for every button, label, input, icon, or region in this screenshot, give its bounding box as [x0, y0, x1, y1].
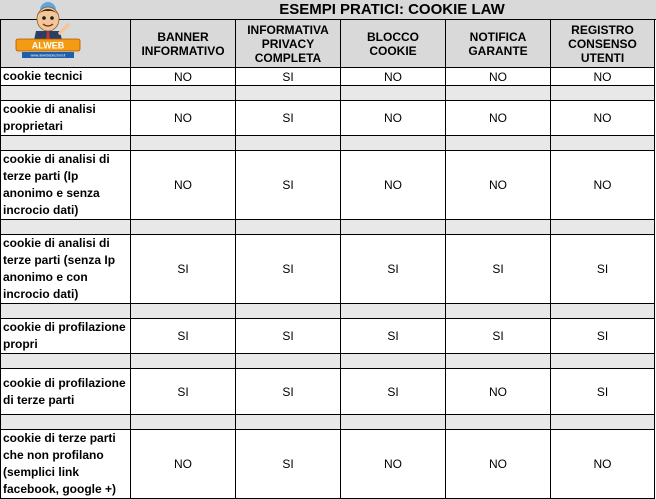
separator-row — [1, 304, 655, 319]
cell-value: SI — [341, 235, 446, 304]
row-label: cookie di profilazione propri — [1, 319, 131, 354]
table-row — [1, 101, 655, 136]
separator-row — [1, 136, 655, 151]
cell-value: NO — [131, 151, 236, 220]
cell-value: SI — [446, 319, 551, 354]
table-row — [1, 319, 655, 354]
table-row — [1, 430, 655, 499]
cell-value: NO — [551, 68, 655, 86]
column-header: BANNER INFORMATIVO — [131, 20, 236, 68]
cell-value: SI — [551, 369, 655, 415]
row-label: cookie di analisi proprietari — [1, 101, 131, 136]
cell-value: NO — [446, 151, 551, 220]
row-label: cookie di terze parti che non profilano (semplici link facebook, google +) — [1, 430, 131, 499]
cell-value: SI — [236, 430, 341, 499]
cell-value: NO — [446, 369, 551, 415]
logo-url-text: www.alwebsoluzioni.it — [30, 53, 66, 58]
column-header: BLOCCO COOKIE — [341, 20, 446, 68]
cell-value: SI — [236, 369, 341, 415]
cell-value: NO — [446, 430, 551, 499]
cookie-law-table — [0, 19, 655, 499]
table-row — [1, 235, 655, 304]
table-row — [1, 151, 655, 220]
cell-value: NO — [446, 68, 551, 86]
cell-value: SI — [551, 319, 655, 354]
logo-brand-text: ALWEB — [31, 40, 65, 51]
table-row — [1, 369, 655, 415]
cell-value: SI — [341, 369, 446, 415]
cell-value: SI — [236, 68, 341, 86]
cell-value: SI — [131, 235, 236, 304]
row-label: cookie di analisi di terze parti (senza Ip anonimo e con incrocio dati) — [1, 235, 131, 304]
column-header: NOTIFICA GARANTE — [446, 20, 551, 68]
cell-value: SI — [236, 101, 341, 136]
cell-value: NO — [131, 430, 236, 499]
header-row — [1, 20, 655, 68]
title-bar — [0, 0, 656, 20]
cell-value: NO — [446, 101, 551, 136]
cell-value: NO — [551, 151, 655, 220]
cell-value: NO — [341, 101, 446, 136]
cell-value: NO — [341, 151, 446, 220]
cell-value: SI — [131, 319, 236, 354]
column-header: INFORMATIVA PRIVACY COMPLETA — [236, 20, 341, 68]
cell-value: SI — [446, 235, 551, 304]
cell-value: SI — [236, 151, 341, 220]
cell-value: SI — [236, 235, 341, 304]
row-label: cookie di analisi di terze parti (Ip anonimo e senza incrocio dati) — [1, 151, 131, 220]
page-title: ESEMPI PRATICI: COOKIE LAW — [279, 1, 505, 18]
separator-row — [1, 220, 655, 235]
cell-value: NO — [551, 101, 655, 136]
row-label: cookie di profilazione di terze parti — [1, 369, 131, 415]
column-header: REGISTRO CONSENSO UTENTI — [551, 20, 655, 68]
row-label: cookie tecnici — [1, 68, 131, 86]
table-row — [1, 68, 655, 86]
cell-value: NO — [131, 101, 236, 136]
cell-value: SI — [551, 235, 655, 304]
cell-value: SI — [341, 319, 446, 354]
separator-row — [1, 415, 655, 430]
cell-value: SI — [236, 319, 341, 354]
cell-value: NO — [341, 430, 446, 499]
alweb-logo — [14, 1, 82, 63]
cell-value: SI — [131, 369, 236, 415]
cell-value: NO — [551, 430, 655, 499]
separator-row — [1, 86, 655, 101]
separator-row — [1, 354, 655, 369]
cell-value: NO — [131, 68, 236, 86]
cell-value: NO — [341, 68, 446, 86]
